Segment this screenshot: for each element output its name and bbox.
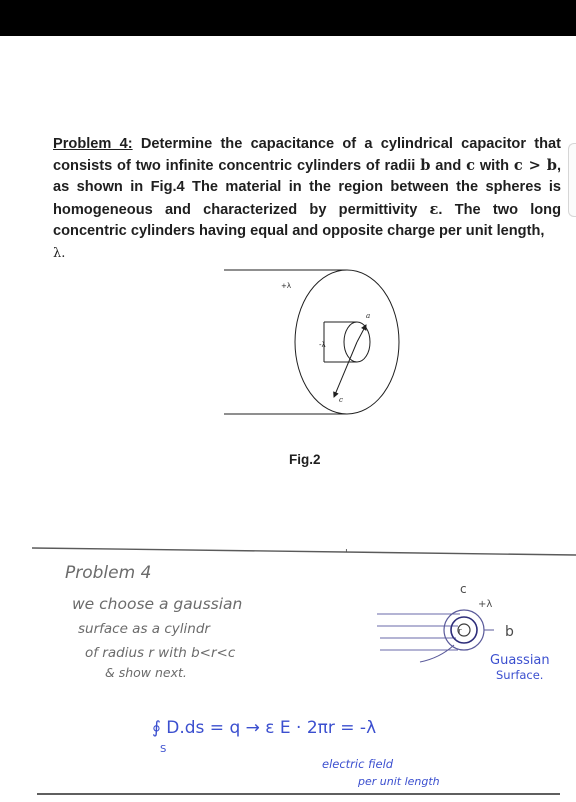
figure-caption: Fig.2: [289, 452, 321, 467]
problem-text-1: Determine the capacitance of a cylindrical capacitor that consists of two infinite concentric cylinders of radii: [53, 136, 562, 175]
sketch-outer-circle: [444, 610, 484, 650]
gaussian-label-2: Surface.: [496, 668, 544, 682]
notes-line-3: of radius r with b<r<c: [85, 645, 236, 661]
sketch-surface-pointer: [420, 645, 454, 662]
problem-text-2: and: [430, 158, 467, 175]
sketch-label-r: r: [458, 627, 462, 637]
per-unit-length-note: per unit length: [358, 775, 440, 788]
radius-condition: c > b: [513, 157, 557, 175]
surface-subscript: S: [160, 744, 167, 755]
inner-charge-label: -λ: [319, 341, 326, 349]
problem-heading: Problem 4:: [53, 136, 133, 152]
radius-c: c: [466, 157, 475, 175]
problem-text-5: . The two long concentric cylinders having equal and opposite charge per unit length,: [53, 201, 561, 239]
notes-top-rule: [32, 548, 576, 555]
electric-field-note: electric field: [322, 757, 394, 771]
gaussian-sketch: [377, 582, 550, 682]
outer-radius-label: c: [339, 396, 343, 404]
lambda-symbol: λ.: [53, 246, 66, 262]
stray-mark: ': [345, 548, 348, 559]
notes-line-1: we choose a gaussian: [72, 595, 243, 613]
problem-text-3: with: [474, 158, 514, 175]
notes-line-4: & show next.: [105, 665, 187, 680]
inner-radius-label: a: [366, 312, 371, 320]
gauss-law-equation: ∮ D.ds = q → ε E · 2πr = -λ: [152, 718, 377, 738]
sketch-label-c: c: [460, 582, 467, 596]
radius-b: b: [420, 157, 431, 175]
sketch-label-lambda: +λ: [478, 599, 493, 610]
sketch-gaussian-circle: [451, 617, 477, 643]
sketch-label-b: b: [505, 624, 514, 640]
problem-text-4: , as shown in Fig.4 The material in the region between the spheres is homogeneous and characterized by permittivity: [53, 158, 562, 218]
notes-title: Problem 4: [65, 563, 152, 583]
gaussian-label-1: Guassian: [490, 653, 550, 668]
outer-charge-label: +λ: [281, 282, 292, 290]
notes-line-2: surface as a cylindr: [78, 621, 210, 637]
permittivity-symbol: ε: [429, 200, 439, 218]
